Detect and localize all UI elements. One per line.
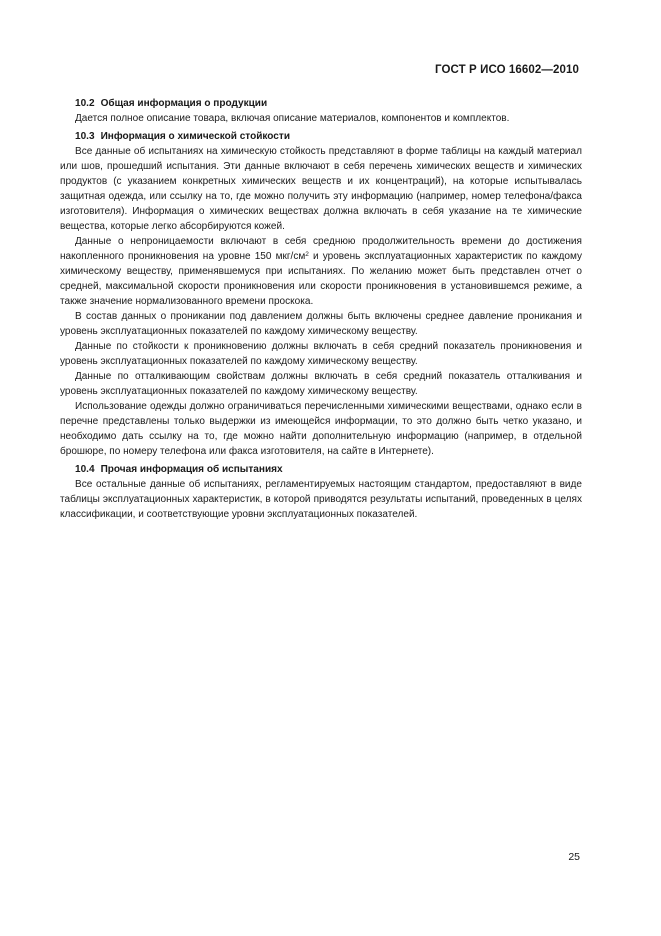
section-heading: [60, 129, 582, 144]
paragraph: Использование одежды должно ограничиваться перечисленными химическими веществами, однако если в перечне представлены только выдержки из имеющейся информации, то это должно быть четко указано, и необходимо дать ссылку на то, где можно найти дополнительную информацию (например, в отдельной брошюре, по номеру телефона или факса изготовителя, на сайте в Интернете).: [60, 401, 582, 457]
document-body: [60, 96, 582, 522]
paragraph: Дается полное описание товара, включая описание материалов, компонентов и комплектов.: [75, 113, 510, 124]
paragraph: Данные по стойкости к проникновению должны включать в себя средний показатель проникновения и уровень эксплуатационных показателей по каждому химическому веществу.: [60, 341, 582, 367]
paragraph-text: и уровень эксплуатационных характеристик по каждому химическому веществу, применявшемуся при испытаниях. По желанию может быть представлен отчет о средней, максимальной скорости проникновения или скорости проникновения в установившемся режиме, а также значение нормализованного времени проскока.: [60, 251, 582, 307]
section-title: Общая информация о продукции: [100, 98, 268, 109]
section-heading: [60, 96, 582, 111]
paragraph: В состав данных о проникании под давлением должны быть включены среднее давление проникания и уровень эксплуатационных показателей по каждому химическому веществу.: [60, 311, 582, 337]
page-number: 25: [568, 851, 580, 863]
paragraph: Все данные об испытаниях на химическую стойкость представляют в форме таблицы на каждый материал или шов, прошедший испытания. Эти данные включают в себя перечень химических веществ и химических продуктов (с указанием конкретных химических веществ и их концентраций), на которые испытывалась защитная одежда, или ссылку на то, где можно получить эту информацию (например, номер телефона/факса изготовителя). Информация о химических веществах должна включать в себя указание на те химические вещества, которые легко абсорбируются кожей.: [60, 146, 582, 232]
section-number: 10.4: [75, 464, 95, 475]
paragraph: Все остальные данные об испытаниях, регламентируемых настоящим стандартом, предоставляют в виде таблицы эксплуатационных характеристик, в которой приводятся результаты испытаний, проведенных в целях классификации, и соответствующие уровни эксплуатационных показателей.: [60, 479, 582, 520]
section-title: Информация о химической стойкости: [100, 131, 290, 142]
paragraph-text: Данные о непроницаемости включают в себя среднюю продолжительность времени до достижения накопленного проникновения на уровне 150 мкг/см: [60, 236, 582, 262]
superscript: 2: [305, 251, 309, 258]
section-10-2: [60, 96, 582, 126]
standard-header: ГОСТ Р ИСО 16602—2010: [434, 64, 579, 76]
section-number: 10.3: [75, 131, 95, 142]
section-number: 10.2: [75, 98, 95, 109]
paragraph: [60, 234, 582, 309]
paragraph: Данные по отталкивающим свойствам должны включать в себя средний показатель отталкивания и уровень эксплуатационных показателей по каждому химическому веществу.: [60, 371, 582, 397]
section-title: Прочая информация об испытаниях: [100, 464, 283, 475]
section-10-3: [60, 129, 582, 459]
section-heading: [60, 462, 582, 477]
section-10-4: [60, 462, 582, 522]
